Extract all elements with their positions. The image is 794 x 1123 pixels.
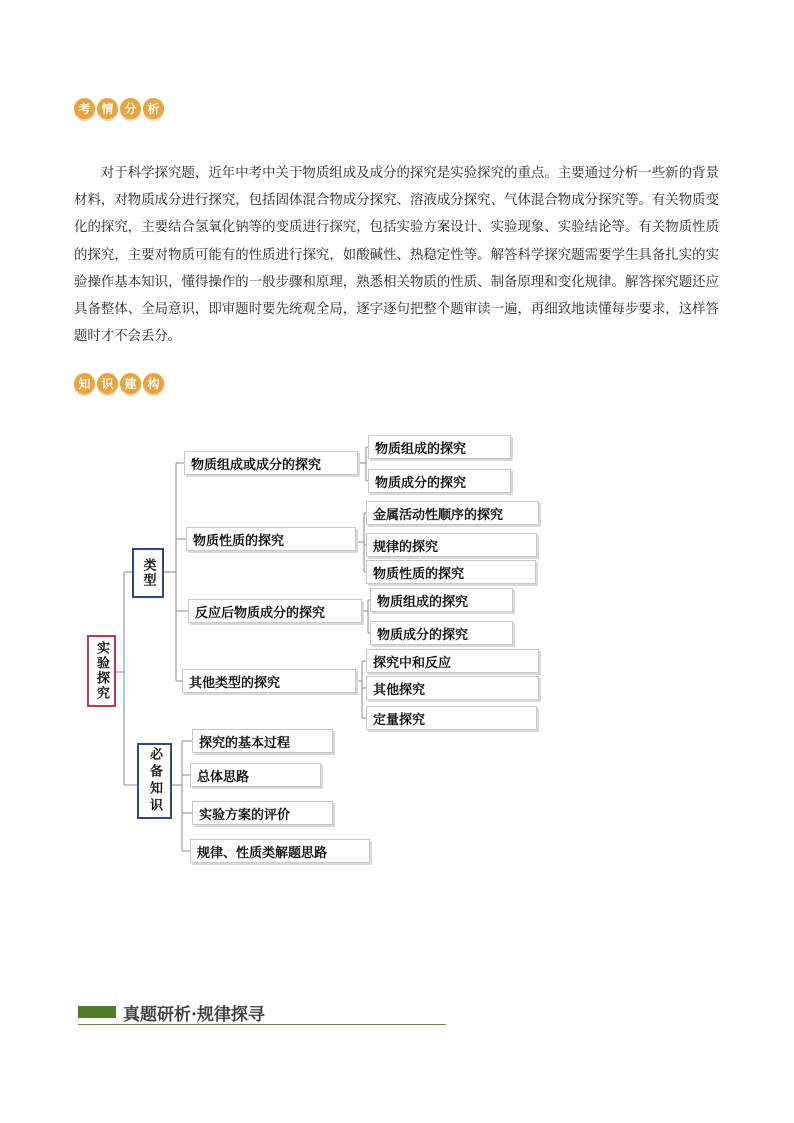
mindmap-node: 物质性质的探究 [186,527,356,551]
section-heading [78,1000,446,1025]
badge-char: 考 [74,98,95,119]
mindmap-leaf: 规律、性质类解题思路 [190,839,370,863]
mindmap-leaf: 探究中和反应 [366,649,539,673]
analysis-paragraph: 对于科学探究题，近年中考中关于物质组成及成分的探究是实验探究的重点。主要通过分析一些新的背景材料，对物质成分进行探究，包括固体混合物成分探究、溶液成分探究、气体混合物成分探究等。有关物质变化的探究，主要结合氢氧化钠等的变质进行探究，包括实验方案设计、实验现象、实验结论等。有关物质性质的探究，主要对物质可能有的性质进行探究，如酸碱性、热稳定性等。解答科学探究题需要学生具备扎实的实验操作基本知识，懂得操作的一般步骤和原理，熟悉相关物质的性质、制备原理和变化规律。解答探究题还应具备整体、全局意识，即审题时要先统观全局，逐字逐句把整个题审读一遍，再细致地读懂每步要求，这样答题时才不会丢分。 [74,166,719,345]
badge-char: 知 [74,373,95,394]
mindmap-leaf: 金属活动性顺序的探究 [366,501,539,525]
badge-char: 分 [120,98,141,119]
mindmap-leaf: 物质成分的探究 [368,469,511,493]
badge-char: 构 [143,373,164,394]
mindmap-leaf: 物质成分的探究 [370,621,513,645]
mindmap-leaf: 物质组成的探究 [370,588,513,612]
badge-char: 识 [97,373,118,394]
mindmap-node-required: 必备知识 [137,743,172,819]
mindmap-leaf: 其他探究 [366,676,539,700]
section-marker [78,1006,116,1018]
mindmap-leaf: 物质组成的探究 [368,435,511,459]
badge-char: 建 [120,373,141,394]
mindmap-leaf: 规律的探究 [366,533,537,557]
mindmap-leaf: 探究的基本过程 [192,729,333,753]
section-title: 真题研析·规律探寻 [123,1005,265,1025]
mindmap-node: 反应后物质成分的探究 [188,599,362,623]
mindmap-root: 实验探究 [87,635,116,707]
mindmap-node-type: 类型 [132,548,164,598]
mindmap-leaf: 总体思路 [190,763,321,787]
mindmap-leaf: 物质性质的探究 [366,560,536,584]
mindmap-node: 物质组成或成分的探究 [184,451,358,475]
mindmap-leaf: 定量探究 [366,706,537,730]
badge-char: 情 [97,98,118,119]
mindmap-node: 其他类型的探究 [182,669,356,693]
mindmap-leaf: 实验方案的评价 [192,801,333,825]
badge-char: 析 [143,98,164,119]
